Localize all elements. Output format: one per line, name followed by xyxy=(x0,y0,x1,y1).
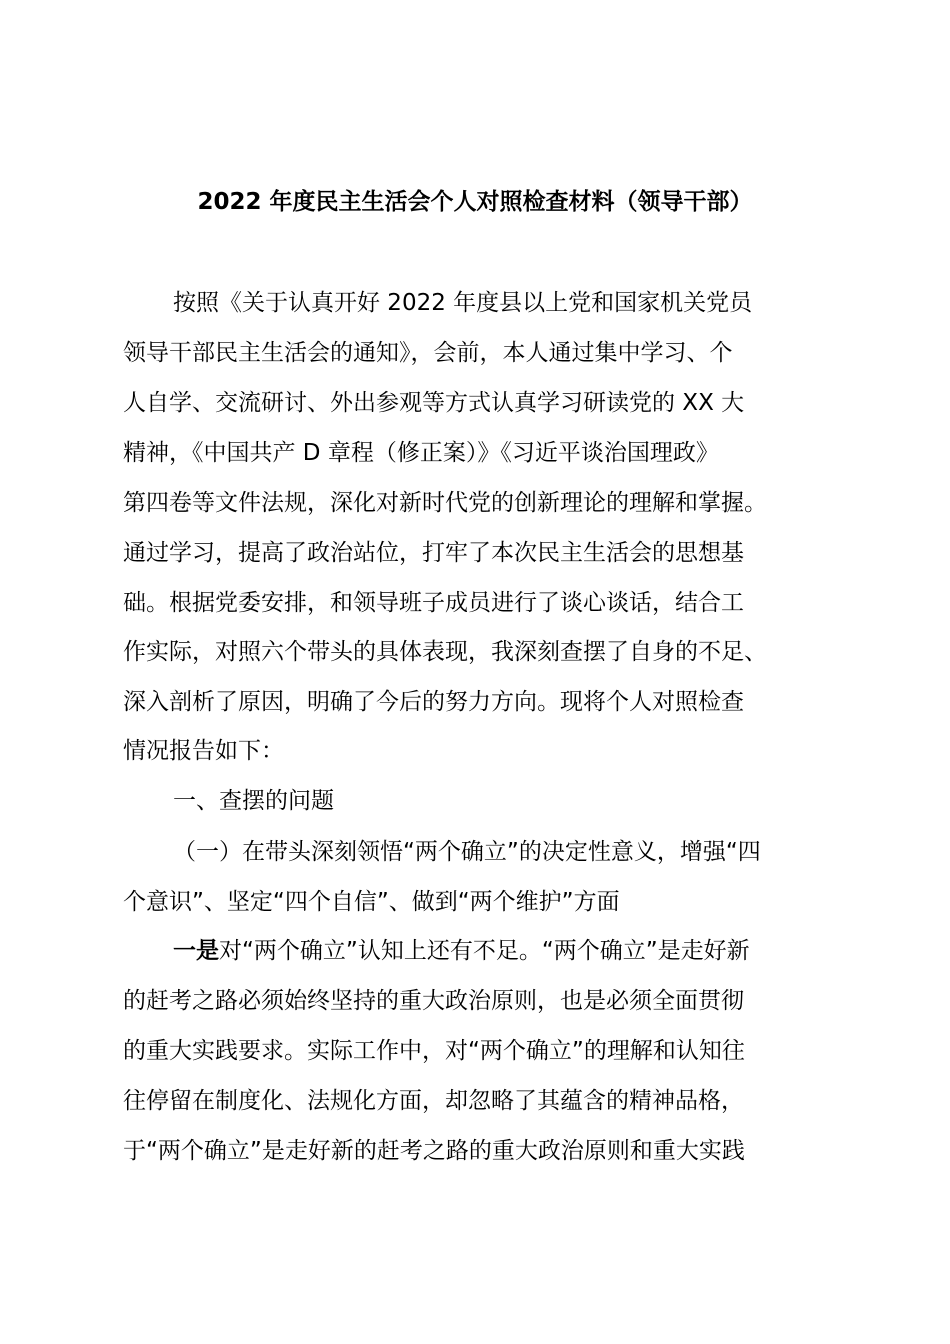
point-one-text: 对“两个确立”认知上还有不足。“两个确立”是走好新 xyxy=(219,938,750,964)
text-line: 精神，《中国共产 D 章程（修正案）》《习近平谈治国理政》 xyxy=(123,440,719,466)
text-line: 的重大实践要求。实际工作中，对“两个确立”的理解和认知往 xyxy=(123,1038,745,1064)
text-line: 按照《关于认真开好 2022 年度县以上党和国家机关党员 xyxy=(173,290,753,316)
subsection-heading-cont: 个意识”、坚定“四个自信”、做到“两个维护”方面 xyxy=(123,889,620,915)
text-line: 于“两个确立”是走好新的赶考之路的重大政治原则和重大实践 xyxy=(123,1138,745,1164)
text-line: 第四卷等文件法规，深化对新时代党的创新理论的理解和掌握。 xyxy=(123,490,767,516)
document-title: 2022 年度民主生活会个人对照检查材料（领导干部） xyxy=(197,189,753,215)
text-line: 领导干部民主生活会的通知》，会前，本人通过集中学习、个 xyxy=(123,340,733,366)
text-line: 情况报告如下： xyxy=(123,738,284,764)
text-line: 人自学、交流研讨、外出参观等方式认真学习研读党的 XX 大 xyxy=(123,390,745,416)
section-heading: 一、查摆的问题 xyxy=(173,788,334,814)
text-line: 深入剖析了原因，明确了今后的努力方向。现将个人对照检查 xyxy=(123,689,744,715)
text-line: 的赶考之路必须始终坚持的重大政治原则，也是必须全面贯彻 xyxy=(123,988,744,1014)
text-line: 通过学习，提高了政治站位，打牢了本次民主生活会的思想基 xyxy=(123,540,744,566)
text-line: 作实际，对照六个带头的具体表现，我深刻查摆了自身的不足、 xyxy=(123,639,767,665)
text-line: 础。根据党委安排，和领导班子成员进行了谈心谈话，结合工 xyxy=(123,590,744,616)
point-one-line xyxy=(173,931,893,971)
text-line: 往停留在制度化、法规化方面，却忽略了其蕴含的精神品格， xyxy=(123,1088,744,1114)
subsection-heading: （一）在带头深刻领悟“两个确立”的决定性意义，增强“四 xyxy=(173,839,761,865)
bold-lead: 一是 xyxy=(173,938,219,964)
